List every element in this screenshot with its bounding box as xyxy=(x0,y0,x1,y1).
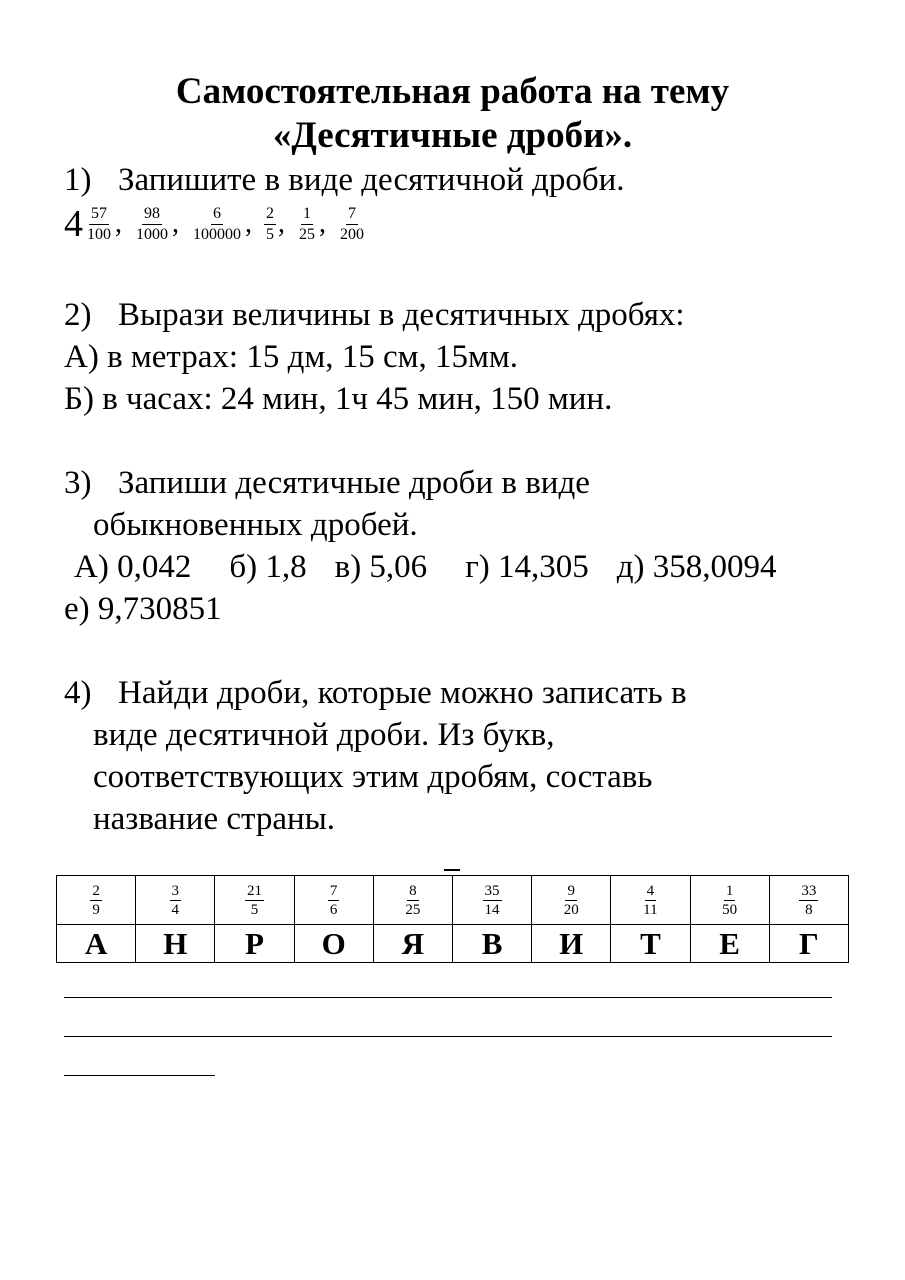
table-cell: $\frac{7}{6}$ xyxy=(294,876,373,925)
task3-text-1: Запиши десятичные дроби в виде xyxy=(118,465,590,501)
table-cell: $\frac{9}{20}$ xyxy=(532,876,611,925)
task2-part-b: Б) в часах: 24 мин, 1ч 45 мин, 150 мин. xyxy=(64,381,613,417)
table-row-letters xyxy=(57,925,849,963)
table-cell: $\frac{1}{50}$ xyxy=(690,876,769,925)
table-cell: $\frac{8}{25}$ xyxy=(373,876,452,925)
task2-number: 2) xyxy=(64,297,92,333)
task4-text-3: соответствующих этим дробям, составь xyxy=(93,759,653,795)
task2-heading xyxy=(64,295,685,335)
table-cell-letter: Г xyxy=(769,925,848,963)
task3-number: 3) xyxy=(64,465,92,501)
answer-line-3 xyxy=(64,1075,215,1076)
table-cell: $\frac{33}{8}$ xyxy=(769,876,848,925)
fraction: $\frac{57}{100}$ xyxy=(87,204,111,243)
table-cell-letter: Я xyxy=(373,925,452,963)
table-cell-letter: Н xyxy=(136,925,215,963)
task1-heading xyxy=(64,160,625,200)
fraction: $\frac{1}{25}$ xyxy=(299,204,315,243)
fraction: $\frac{7}{200}$ xyxy=(340,204,364,243)
task4-text-4: название страны. xyxy=(93,801,336,837)
fraction: $\frac{2}{5}$ xyxy=(266,204,274,243)
task1-number: 1) xyxy=(64,162,92,198)
table-cell-letter: А xyxy=(57,925,136,963)
task3-item-v: в) 5,06 xyxy=(334,549,428,585)
table-cell-letter: О xyxy=(294,925,373,963)
table-cell: $\frac{2}{9}$ xyxy=(57,876,136,925)
task3-item-b: б) 1,8 xyxy=(229,549,307,585)
task3-item-a: А) 0,042 xyxy=(74,549,192,585)
table-cell-letter: В xyxy=(452,925,531,963)
task2-text: Вырази величины в десятичных дробях: xyxy=(118,297,685,333)
task3-item-g: г) 14,305 xyxy=(465,549,589,585)
fraction: $\frac{6}{100000}$ xyxy=(193,204,241,243)
table-cell: $\frac{4}{11}$ xyxy=(611,876,690,925)
table-cell-letter: Т xyxy=(611,925,690,963)
task4-number: 4) xyxy=(64,675,92,711)
page-title-line-2: «Десятичные дроби». xyxy=(272,115,633,156)
task3-item-e: е) 9,730851 xyxy=(64,591,222,627)
task3-items xyxy=(74,547,777,587)
fraction-letter-table xyxy=(56,875,849,963)
task4-heading xyxy=(64,673,687,713)
table-cell: $\frac{35}{14}$ xyxy=(452,876,531,925)
table-cell: $\frac{3}{4}$ xyxy=(136,876,215,925)
table-row-fractions xyxy=(57,876,849,925)
stray-dash xyxy=(444,869,460,871)
task2-part-a: А) в метрах: 15 дм, 15 см, 15мм. xyxy=(64,339,519,375)
task1-text: Запишите в виде десятичной дроби. xyxy=(118,162,625,198)
answer-line-1 xyxy=(64,997,832,998)
table-cell-letter: И xyxy=(532,925,611,963)
task3-heading xyxy=(64,463,590,503)
task4-text-2: виде десятичной дроби. Из букв, xyxy=(93,717,555,753)
answer-line-2 xyxy=(64,1036,832,1037)
task3-item-d: д) 358,0094 xyxy=(616,549,777,585)
fraction: $\frac{98}{1000}$ xyxy=(136,204,168,243)
task3-text-2: обыкновенных дробей. xyxy=(93,507,418,543)
task4-text-1: Найди дроби, которые можно записать в xyxy=(118,675,687,711)
mixed-number-whole: 4 xyxy=(64,203,83,245)
table-cell: $\frac{21}{5}$ xyxy=(215,876,294,925)
task1-fraction-list: 4 $\frac{57}{100}$ , $\frac{98}{1000}$ , $\frac{6}{100000}$ , $\frac{2}{5}$ , $\frac{1}{25}$ , $\frac{7}{200}$ xyxy=(64,203,364,245)
table-cell-letter: Р xyxy=(215,925,294,963)
table-cell-letter: Е xyxy=(690,925,769,963)
page-title-line-1: Самостоятельная работа на тему xyxy=(175,71,730,112)
